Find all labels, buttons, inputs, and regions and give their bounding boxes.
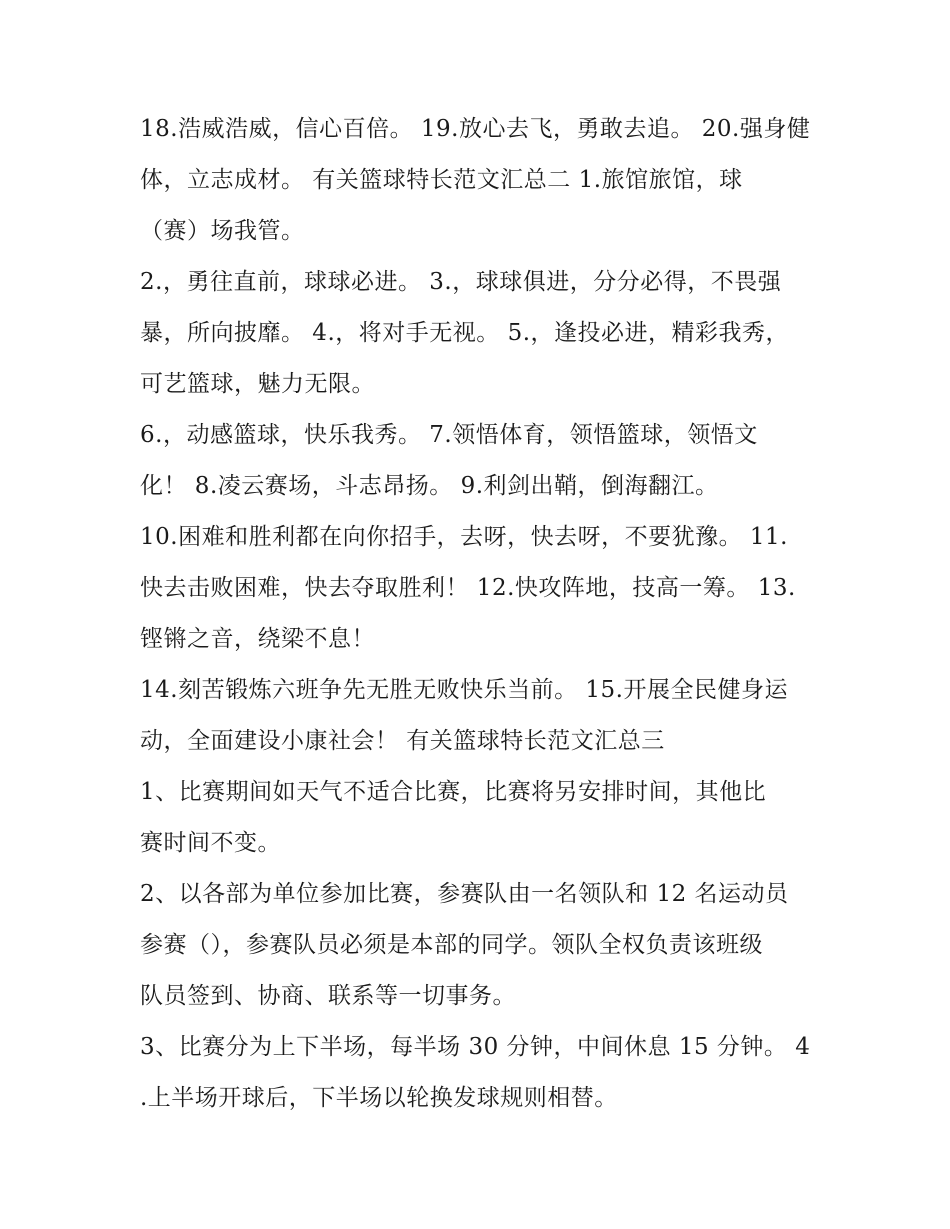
text-line: 10.困难和胜利都在向你招手，去呀，快去呀，不要犹豫。 11. [140, 524, 788, 550]
text-line: 队员签到、协商、联系等一切事务。 [140, 983, 516, 1009]
text-line: 1、比赛期间如天气不适合比赛，比赛将另安排时间，其他比 [140, 779, 767, 805]
text-line: 铿锵之音，绕梁不息！ [140, 626, 375, 652]
text-line: 2、以各部为单位参加比赛，参赛队由一名领队和 12 名运动员 [140, 881, 789, 907]
text-line: 动，全面建设小康社会！ 有关篮球特长范文汇总三 [140, 728, 665, 754]
text-line: .上半场开球后，下半场以轮换发球规则相替。 [140, 1085, 618, 1111]
text-line: （赛）场我管。 [140, 218, 305, 244]
text-line: 2.，勇往直前，球球必进。 3.，球球俱进，分分必得，不畏强 [140, 269, 782, 295]
text-line: 体，立志成材。 有关篮球特长范文汇总二 1.旅馆旅馆，球 [140, 167, 743, 193]
text-line: 14.刻苦锻炼六班争先无胜无败快乐当前。 15.开展全民健身运 [140, 677, 788, 703]
text-line: 参赛（），参赛队员必须是本部的同学。领队全权负责该班级 [140, 932, 763, 958]
text-line: 3、比赛分为上下半场，每半场 30 分钟，中间休息 15 分钟。 4 [140, 1034, 811, 1060]
text-line: 可艺篮球，魅力无限。 [140, 371, 375, 397]
document-body [140, 104, 820, 1124]
text-line: 18.浩威浩威，信心百倍。 19.放心去飞，勇敢去追。 20.强身健 [140, 116, 811, 142]
text-line: 6.，动感篮球，快乐我秀。 7.领悟体育，领悟篮球，领悟文 [140, 422, 758, 448]
text-line: 暴，所向披靡。 4.，将对手无视。 5.，逢投必进，精彩我秀， [140, 320, 790, 346]
text-line: 赛时间不变。 [140, 830, 281, 856]
text-line: 快去击败困难，快去夺取胜利！ 12.快攻阵地，技高一筹。 13. [140, 575, 796, 601]
text-line: 化！ 8.凌云赛场，斗志昂扬。 9.利剑出鞘，倒海翻江。 [140, 473, 719, 499]
